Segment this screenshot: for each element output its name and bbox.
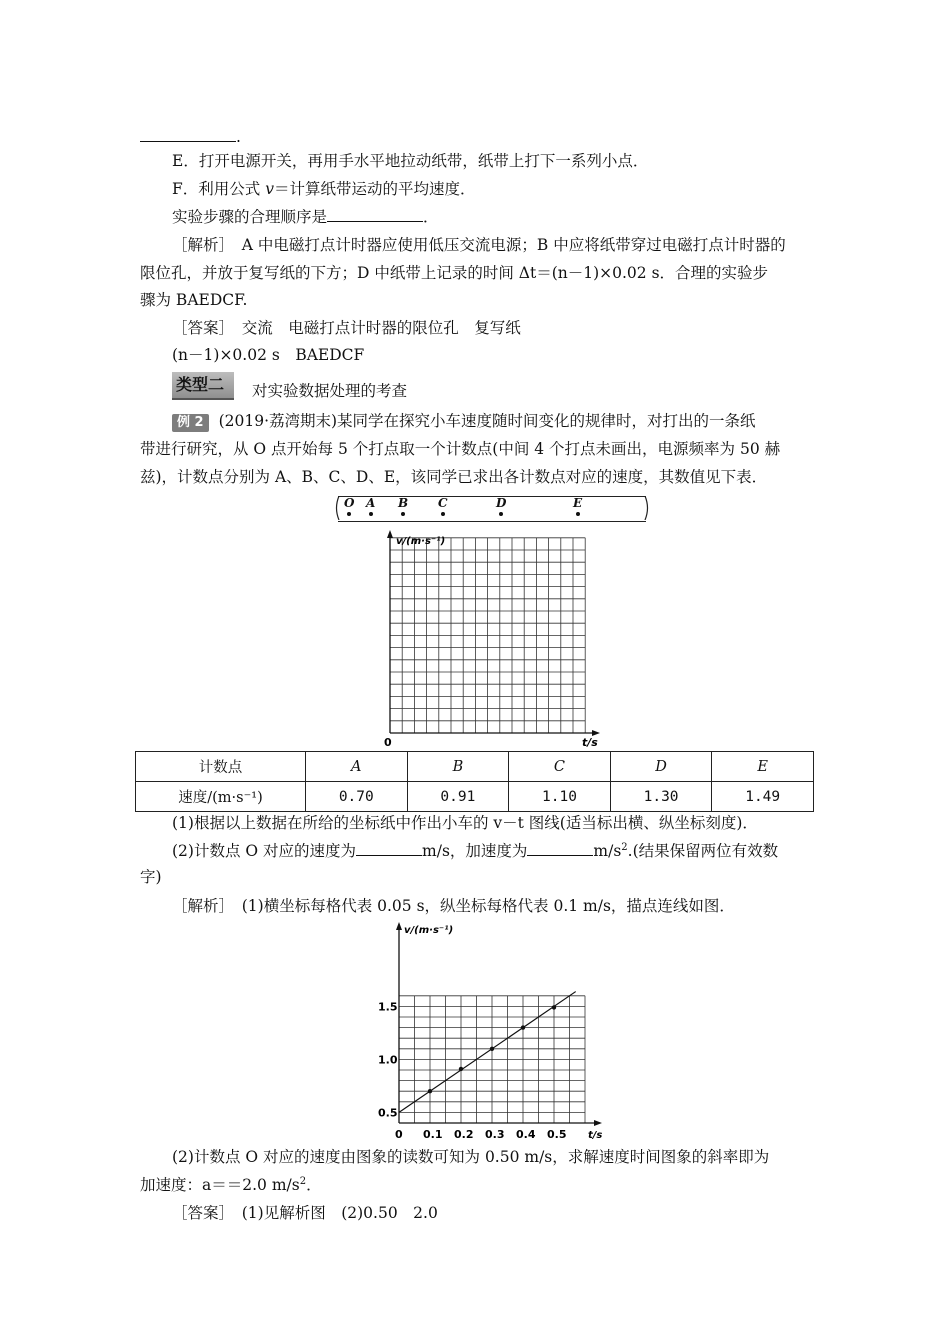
speed-table [135, 751, 814, 812]
chart-y-axis-arrow [396, 922, 402, 930]
tape-label-b: B [398, 496, 409, 510]
tape-label-a: A [366, 496, 376, 510]
chart-x-axis-arrow [594, 1120, 602, 1126]
data-point [428, 1089, 432, 1093]
chart-y-label: v/(m·s⁻¹) [404, 925, 454, 936]
tape-dot [499, 512, 503, 516]
x-tick-label: 0.2 [454, 1128, 474, 1141]
tape-body [338, 496, 646, 522]
tape-dot [347, 512, 351, 516]
table-cell-speed: 1.10 [509, 782, 611, 812]
question-2-line1: (2)计数点 O 对应的速度为 m/s，加速度为 $m/s^2$.(结果保留两位有效数 [172, 841, 779, 860]
table-row [136, 752, 814, 782]
table-cell-speed: 1.49 [712, 782, 814, 812]
answer-blank-line: . [140, 126, 241, 148]
question-2-line2: 字) [140, 868, 162, 886]
data-point [459, 1067, 463, 1071]
chart-series [399, 992, 576, 1113]
tape-label-c: C [438, 496, 448, 510]
x-tick-label: 0.5 [547, 1128, 567, 1141]
tape-label-e: E [573, 496, 583, 510]
grid-lines [390, 538, 585, 733]
chart-grid [399, 996, 585, 1123]
origin-label: 0 [384, 736, 392, 749]
analysis1-line1: ［解析］ A 中电磁打点计时器应使用低压交流电源；B 中应将纸带穿过电磁打点计时器的 [172, 236, 786, 254]
tape-dot [401, 512, 405, 516]
y-tick-label: 1.5 [378, 1000, 398, 1014]
data-point [521, 1025, 525, 1029]
table-cell-point: D [610, 752, 712, 782]
table-cell-point: B [407, 752, 509, 782]
type-badge: 类型二 [176, 375, 225, 394]
tape-dot [369, 512, 373, 516]
analysis1-line3: 骤为 BAEDCF. [140, 291, 248, 309]
example2-line1: 例 2 (2019·荔湾期末)某同学在探究小车速度随时间变化的规律时，对打出的一条纸 [172, 410, 756, 432]
y-tick-label: 1.0 [378, 1053, 398, 1067]
y-axis-label: v/(m·s⁻¹) [396, 536, 446, 547]
table-cell-speed: 1.30 [610, 782, 712, 812]
question-1: (1)根据以上数据在所给的坐标纸中作出小车的 v－t 图线(适当标出横、纵坐标刻度)． [172, 814, 758, 832]
tape-right-edge [643, 496, 651, 520]
velocity-time-chart [370, 920, 610, 1145]
blank-coordinate-grid[interactable] [378, 528, 610, 750]
analysis1-line2: 限位孔，并放于复写纸的下方；D 中纸带上记录的时间 Δt＝(n－1)×0.02 s．合理的实验步 [140, 264, 769, 282]
order-question: 实验步骤的合理顺序是 ． [172, 208, 439, 226]
table-cell-speed: 0.70 [306, 782, 408, 812]
tape-label-d: D [496, 496, 507, 510]
answer1-line1: ［答案］ 交流 电磁打点计时器的限位孔 复写纸 [172, 319, 521, 337]
analysis2-line3: 加速度：a＝＝2.0 $m/s^2$． [140, 1175, 322, 1194]
table-cell-point: E [712, 752, 814, 782]
tape-label-o: O [344, 496, 355, 510]
y-tick-label: 0.5 [378, 1106, 398, 1120]
fit-line [399, 992, 576, 1113]
tape-dot [576, 512, 580, 516]
table-cell-speed: 0.91 [407, 782, 509, 812]
data-point [490, 1047, 494, 1051]
fill-blank[interactable] [327, 207, 423, 222]
answer1-line2: (n－1)×0.02 s BAEDCF [172, 346, 365, 364]
chart-x-label: t/s [588, 1130, 603, 1141]
tape-dot [441, 512, 445, 516]
table-header-point: 计数点 [136, 752, 306, 782]
step-f: F．利用公式 v＝计算纸带运动的平均速度． [172, 180, 476, 198]
x-axis-label: t/s [582, 736, 598, 749]
table-cell-point: C [509, 752, 611, 782]
fill-blank-speed[interactable] [356, 841, 422, 856]
analysis2-line1: ［解析］ (1)横坐标每格代表 0.05 s，纵坐标每格代表 0.1 m/s，描点连线如图． [172, 897, 735, 915]
y-axis-arrow [387, 530, 393, 538]
fill-blank[interactable] [140, 127, 236, 142]
example2-line2: 带进行研究，从 O 点开始每 5 个打点取一个计数点(中间 4 个打点未画出，电源频率为 50 赫 [140, 440, 781, 458]
example-badge: 例 2 [172, 414, 209, 432]
table-header-speed: 速度/(m·s⁻¹) [136, 782, 306, 812]
example2-line3: 兹)，计数点分别为 A、B、C、D、E，该同学已求出各计数点对应的速度，其数值见下表． [140, 468, 768, 486]
x-tick-label: 0.4 [516, 1128, 536, 1141]
x-tick-label: 0.3 [485, 1128, 505, 1141]
answer2: ［答案］ (1)见解析图 (2)0.50 2.0 [172, 1204, 438, 1222]
step-e: E．打开电源开关，再用手水平地拉动纸带，纸带上打下一系列小点． [172, 152, 649, 170]
type-title: 对实验数据处理的考查 [252, 382, 408, 400]
x-tick-label: 0.1 [423, 1128, 443, 1141]
fill-blank-accel[interactable] [527, 841, 593, 856]
data-point [552, 1005, 556, 1009]
table-cell-point: A [306, 752, 408, 782]
analysis2-line2: (2)计数点 O 对应的速度由图象的读数可知为 0.50 m/s，求解速度时间图象的斜率即为 [172, 1148, 770, 1166]
x-tick-label: 0 [395, 1128, 403, 1141]
table-row [136, 782, 814, 812]
